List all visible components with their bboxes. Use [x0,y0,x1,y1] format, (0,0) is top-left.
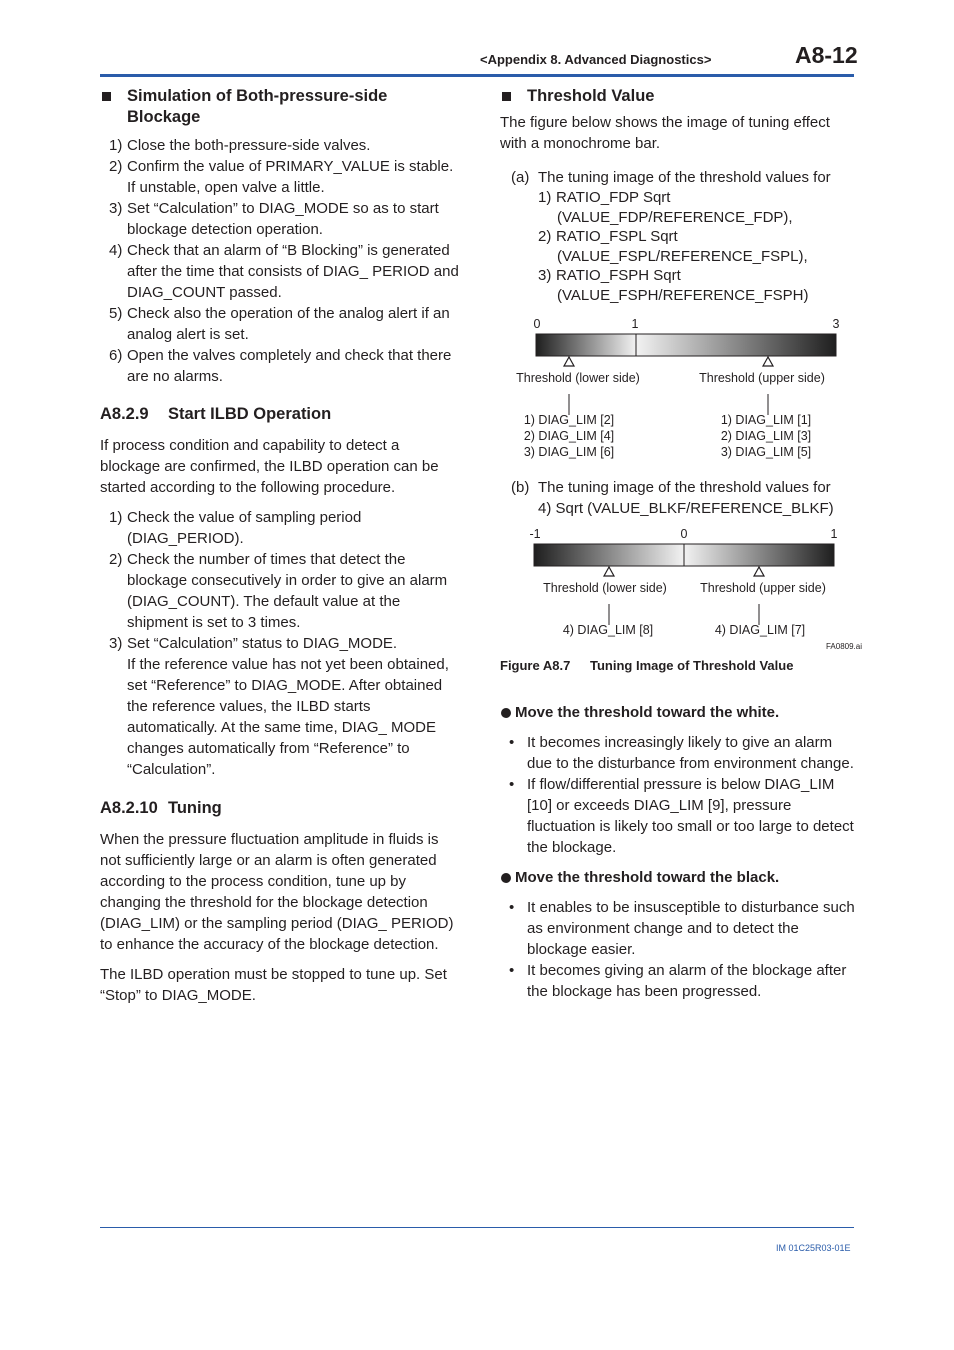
list-item: 3) Set “Calculation” to DIAG_MODE so as to start blockage detection operation. [109,200,439,238]
case-b: (b) The tuning image of the threshold values for [511,479,831,496]
list-item: 2) Confirm the value of PRIMARY_VALUE is stable. If unstable, open valve a little. [109,158,454,196]
lower-param: 1) DIAG_LIM [2] [523,413,615,427]
round-bullet-icon [501,708,511,718]
square-bullet-icon [502,92,511,101]
upper-threshold-label: Threshold (upper side) [699,371,825,385]
upper-threshold-marker-icon [763,357,773,366]
simulation-steps [100,135,460,387]
tick-label: 1 [830,527,838,541]
case-a: (a) The tuning image of the threshold values for [511,169,831,186]
threshold-bar-figure-b [500,525,870,653]
list-item: 1) Close the both-pressure-side valves. [109,137,371,154]
upper-param: 2) DIAG_LIM [3] [720,429,812,443]
bar-segment-white-to-dark [684,544,834,566]
case-a-items: 1) RATIO_FDP Sqrt (VALUE_FDP/REFERENCE_FDP), 2) RATIO_FSPL Sqrt (VALUE_FSPL/REFERENCE_FSPL), 3) RATIO_FSPH Sqrt (VALUE_FSPH/REFERENCE_FSPH) [500,188,860,305]
a829-intro: If process condition and capability to detect a blockage are confirmed, the ILBD operation can be started according to the following procedure. [100,437,439,496]
upper-threshold-marker-icon [754,567,764,576]
section-heading-a829: A8.2.9 Start ILBD Operation [100,405,332,423]
list-item: 3) Set “Calculation” status to DIAG_MODE. If the reference value has not yet been obtained, set “Reference” to DIAG_MODE. After obtained the reference values, the ILBD starts automatically. At the same time, DIAG_ MODE changes automatically from “Reference” to “Calculation”. [109,635,449,778]
round-bullet-icon [501,873,511,883]
list-item: • It becomes giving an alarm of the blockage after the blockage has been progressed. [509,962,847,1000]
lower-param: 2) DIAG_LIM [4] [523,429,615,443]
list-item: 5) Check also the operation of the analog alert if an analog alert is set. [109,305,450,343]
lower-param: 4) DIAG_LIM [8] [562,623,654,637]
bar-segment-dark-to-white [536,334,636,356]
footer-rule [100,1227,854,1228]
list-item: 3) RATIO_FSPH Sqrt [538,267,681,284]
figure-file-id: FA0809.ai [825,642,862,651]
list-item: • If flow/differential pressure is below DIAG_LIM [10] or exceeds DIAG_LIM [9], pressure fluctuation is likely too small or too large to detect the blockage. [509,776,854,856]
bar-segment-white-to-dark [636,334,836,356]
white-heading: Move the threshold toward the white. [500,702,860,723]
list-item: 6) Open the valves completely and check that there are no alarms. [109,347,452,385]
header-rule [100,74,854,77]
tick-label: 1 [631,317,639,331]
right-column [500,86,860,1002]
simulation-heading: Simulation of Both-pressure-side Blockage [100,86,460,128]
list-item: 1) Check the value of sampling period (DIAG_PERIOD). [109,509,362,547]
threshold-bar-figure-a [500,315,860,465]
header-section-title: <Appendix 8. Advanced Diagnostics> [480,52,712,67]
left-column [100,86,460,1006]
lower-threshold-label: Threshold (lower side) [543,581,667,595]
upper-threshold-label: Threshold (upper side) [700,581,826,595]
lower-param: 3) DIAG_LIM [6] [523,445,615,459]
upper-param: 3) DIAG_LIM [5] [720,445,812,459]
list-item: 2) Check the number of times that detect the blockage consecutively in order to give an alarm (DIAG_COUNT). The default value at the shipment is set to 3 times. [109,551,448,631]
threshold-intro: The figure below shows the image of tuning effect with a monochrome bar. [500,114,830,152]
tuning-stop-paragraph: The ILBD operation must be stopped to tune up. Set “Stop” to DIAG_MODE. [100,966,447,1004]
case-b-item: 4) Sqrt (VALUE_BLKF/REFERENCE_BLKF) [538,500,834,517]
black-heading: Move the threshold toward the black. [500,867,860,888]
document-id: IM 01C25R03-01E [776,1243,851,1253]
lower-threshold-marker-icon [604,567,614,576]
white-list [500,732,860,858]
bar-segment-dark-to-white [534,544,684,566]
black-list [500,897,860,1002]
list-item: • It enables to be insusceptible to disturbance such as environment change and to detect the blockage easier. [509,899,855,958]
tick-label: 3 [832,317,840,331]
tick-label: 0 [680,527,688,541]
tick-label: 0 [533,317,541,331]
page-number: A8-12 [795,42,858,68]
square-bullet-icon [102,92,111,101]
upper-param: 1) DIAG_LIM [1] [720,413,812,427]
list-item: 2) RATIO_FSPL Sqrt [538,228,678,245]
section-heading-a8210: A8.2.10 Tuning [100,799,222,817]
lower-threshold-marker-icon [564,357,574,366]
figure-caption: Figure A8.7 Tuning Image of Threshold Value [500,658,794,673]
list-item: • It becomes increasingly likely to give an alarm due to the disturbance from environment change. [509,734,854,772]
a829-steps [100,507,460,780]
list-item: 1) RATIO_FDP Sqrt [538,189,671,206]
upper-param: 4) DIAG_LIM [7] [714,623,806,637]
threshold-heading: Threshold Value [500,86,860,107]
tuning-paragraph: When the pressure fluctuation amplitude in fluids is not sufficiently large or an alarm is often generated according to the process condition, tune up by changing the threshold for the blockage detection (DIAG_LIM) or the sampling period (DIAG_ PERIOD) to enhance the accuracy of the blockage detection. [100,831,454,953]
tick-label: -1 [529,527,541,541]
list-item: 4) Check that an alarm of “B Blocking” is generated after the time that consists of DIAG_ PERIOD and DIAG_COUNT passed. [109,242,459,301]
lower-threshold-label: Threshold (lower side) [516,371,640,385]
